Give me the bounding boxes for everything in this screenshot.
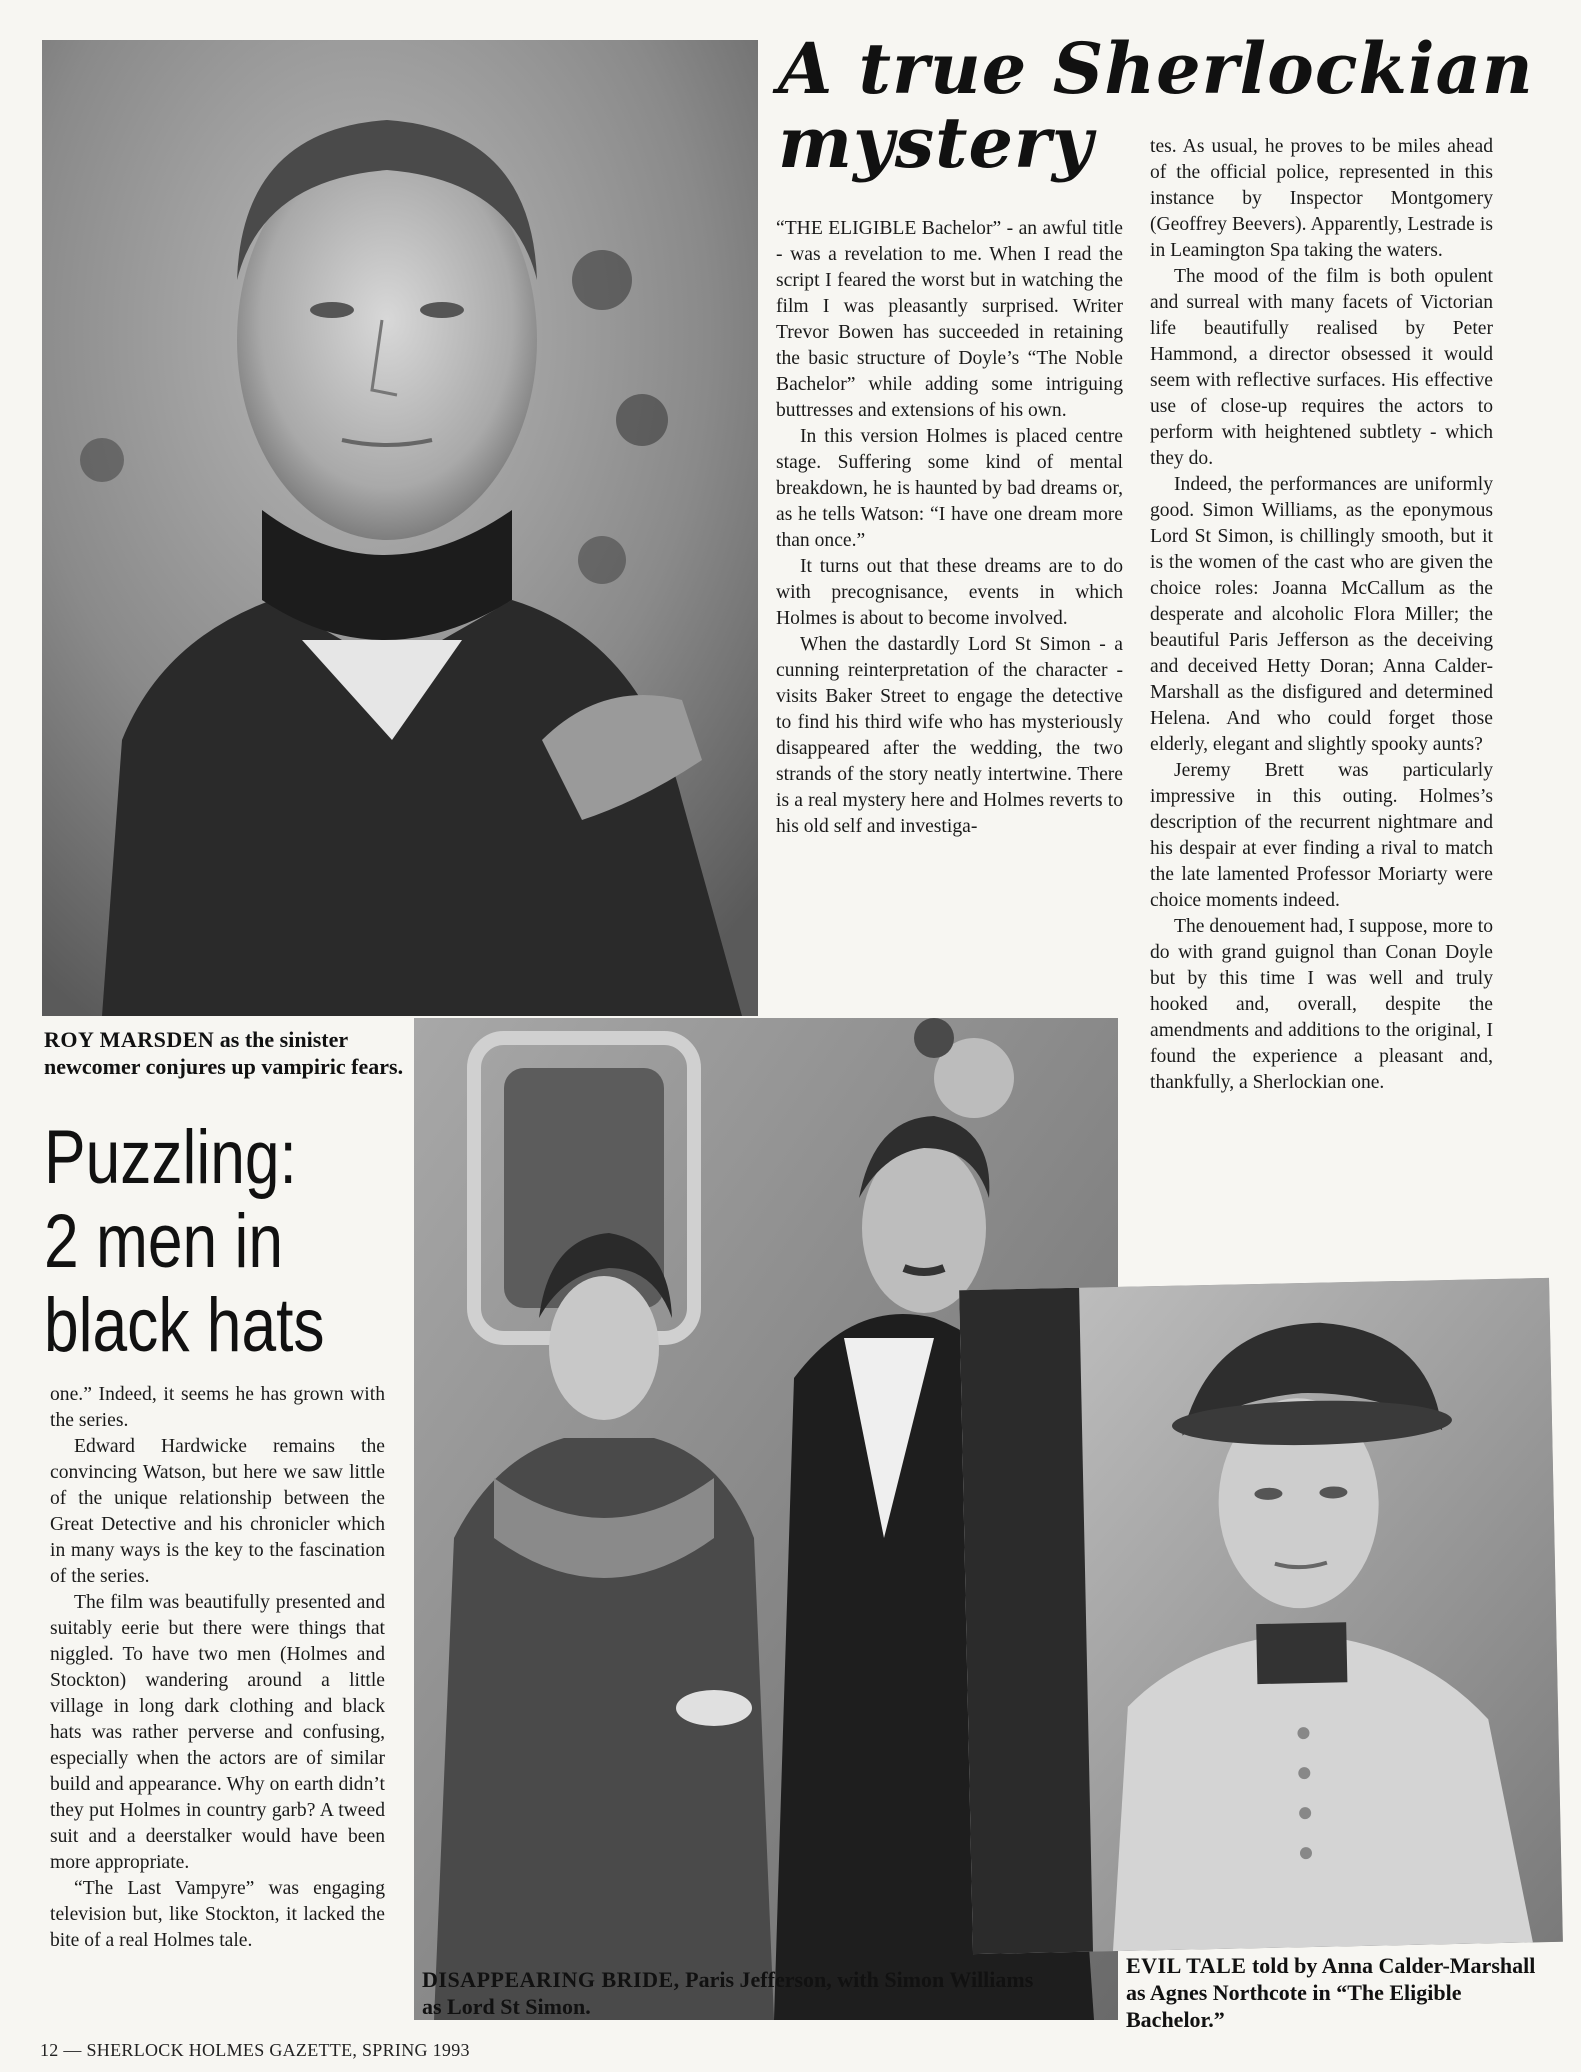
roy-marsden-caption (44, 1026, 408, 1080)
evil-caption-lead: EVIL TALE (1126, 1953, 1247, 1978)
sidebar-paragraph: “The Last Vampyre” was engaging television but, like Stockton, it lacked the bite of a real Holmes tale. (50, 1878, 385, 1951)
sidebar-headline-line1: Puzzling: (44, 1115, 297, 1200)
disappearing-bride-caption (422, 1966, 1042, 2020)
article-col2-paragraph: Indeed, the performances are uniformly good. Simon Williams, as the eponymous Lord St Simon, is chillingly smooth, but it is the women of the cast who are given the choice roles: Joanna McCallum as the desperate and alcoholic Flora Miller; the beautiful Paris Jefferson as the deceiving and deceived Hetty Doran; Anna Calder-Marshall as the disfigured and determined Helena. And who could forget those elderly, elegant and slightly spooky aunts? (1150, 474, 1493, 755)
evil-tale-photo (959, 1278, 1563, 1954)
article-column-1 (776, 216, 1123, 840)
article-title-line1: A true Sherlockian (778, 27, 1534, 110)
article-col1-paragraph: In this version Holmes is placed centre stage. Suffering some kind of mental breakdown, he is haunted by bad dreams or, as he tells Watson: “I have one dream more than once.” (776, 426, 1123, 551)
article-col2-paragraph: Jeremy Brett was particularly impressive in this outing. Holmes’s description of the recurrent nightmare and his despair at ever finding a rival to match the late lamented Professor Moriarty were choice moments indeed. (1150, 760, 1493, 911)
article-col1-paragraph: “THE ELIGIBLE Bachelor” - an awful title - was a revelation to me. When I read the script I feared the worst but in watching the film I was pleasantly surprised. Writer Trevor Bowen has succeeded in retaining the basic structure of Doyle’s “The Noble Bachelor” while adding some intriguing buttresses and extensions of his own. (776, 218, 1123, 421)
sidebar-paragraph: Edward Hardwicke remains the convincing Watson, but here we saw little of the unique relationship between the Great Detective and his chronicler which in many ways is the key to the fascination of the series. (50, 1436, 385, 1587)
roy-marsden-photo (42, 40, 758, 1016)
roy-caption-text: as the sinister newcomer conjures up vampiric fears. (44, 1027, 404, 1079)
article-col2-paragraph: tes. As usual, he proves to be miles ahead of the official police, represented in this instance by Inspector Montgomery (Geoffrey Beevers). Apparently, Lestrade is in Leamington Spa taking the waters. (1150, 136, 1493, 261)
sidebar-paragraph: The film was beautifully presented and suitably eerie but there were things that niggled. To have two men (Holmes and Stockton) wandering around a little village in long dark clothing and black hats was rather perverse and confusing, especially when the actors are of similar build and appearance. Why on earth didn’t they put Holmes in country garb? A tweed suit and a deerstalker would have been more appropriate. (50, 1592, 385, 1873)
evil-tale-caption (1126, 1952, 1546, 2033)
sidebar-headline-line3: black hats (44, 1283, 325, 1368)
sidebar-paragraph: one.” Indeed, it seems he has grown with the series. (50, 1384, 385, 1431)
article-col1-paragraph: When the dastardly Lord St Simon - a cunning reinterpretation of the character - visits Baker Street to engage the detective to find his third wife who has mysteriously disappeared after the wedding, the two strands of the story neatly intertwine. There is a real mystery here and Holmes reverts to his old self and investiga- (776, 634, 1123, 837)
evil-caption-text: told by Anna Calder-Marshall as Agnes Northcote in “The Eligible Bachelor.” (1126, 1953, 1536, 2032)
bride-caption-text: Paris Jefferson, with Simon Williams as Lord St Simon. (422, 1967, 1034, 2019)
sidebar-column (50, 1382, 385, 1954)
article-col2-paragraph: The mood of the film is both opulent and surreal with many facets of Victorian life beautifully realised by Peter Hammond, a director obsessed it would seem with reflective surfaces. His effective use of close-up requires the actors to perform with heightened subtlety - which they do. (1150, 266, 1493, 469)
roy-caption-lead: ROY MARSDEN (44, 1027, 215, 1052)
article-title-line2: mystery (778, 101, 1094, 184)
article-col1-paragraph: It turns out that these dreams are to do with precognisance, events in which Holmes is about to become involved. (776, 556, 1123, 629)
sidebar-headline (44, 1116, 405, 1368)
sidebar-headline-line2: 2 men in (44, 1199, 284, 1284)
page-footer: 12 — SHERLOCK HOLMES GAZETTE, SPRING 1993 (40, 2040, 470, 2060)
bride-caption-lead: DISAPPEARING BRIDE, (422, 1967, 680, 1992)
article-col2-paragraph: The denouement had, I suppose, more to do with grand guignol than Conan Doyle but by this time I was well and truly hooked and, overall, despite the amendments and additions to the original, I found the experience a pleasant and, thankfully, a Sherlockian one. (1150, 916, 1493, 1093)
article-column-2 (1150, 134, 1493, 1096)
